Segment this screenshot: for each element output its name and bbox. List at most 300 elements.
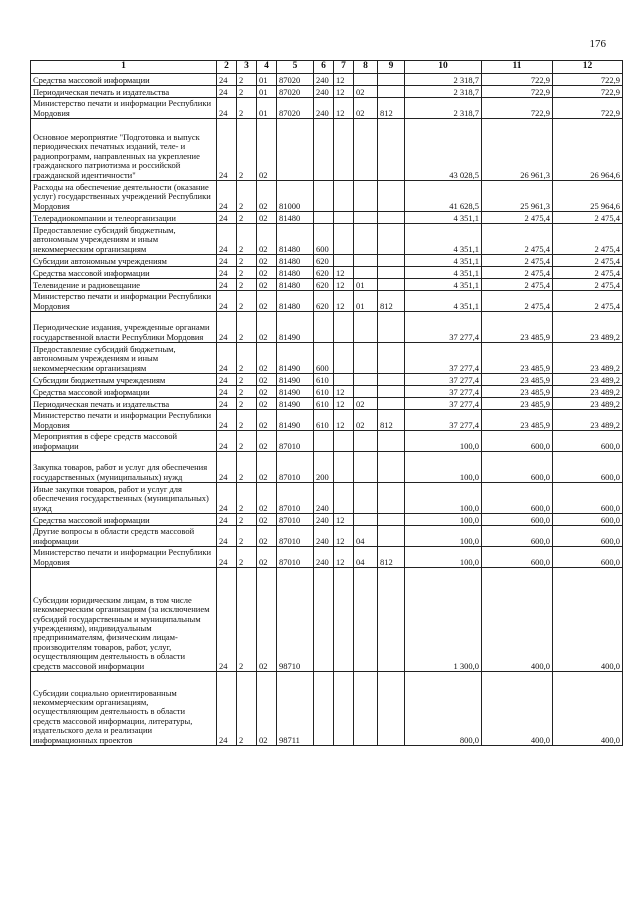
amount-cell: 23 489,2: [553, 374, 623, 386]
table-row: [31, 526, 623, 547]
code-cell: 02: [257, 181, 277, 212]
amount-cell: 23 485,9: [482, 398, 553, 410]
code-cell: 02: [354, 86, 378, 98]
amount-cell: 37 277,4: [405, 312, 482, 343]
amount-cell: 26 964,6: [553, 119, 623, 181]
code-cell: 610: [314, 398, 334, 410]
code-cell: 610: [314, 410, 334, 431]
amount-cell: 4 351,1: [405, 224, 482, 255]
amount-cell: 23 485,9: [482, 386, 553, 398]
amount-cell: 100,0: [405, 483, 482, 514]
code-cell: 2: [237, 291, 257, 312]
code-cell: 87010: [277, 547, 314, 568]
amount-cell: 23 485,9: [482, 312, 553, 343]
row-description: Иные закупки товаров, работ и услуг для обеспечения государственных (муниципальных) нужд: [31, 483, 217, 514]
amount-cell: 2 318,7: [405, 74, 482, 86]
amount-cell: 800,0: [405, 672, 482, 746]
code-cell: 12: [334, 279, 354, 291]
code-cell: 87020: [277, 86, 314, 98]
column-header: 1: [31, 61, 217, 74]
amount-cell: 23 485,9: [482, 343, 553, 374]
code-cell: 2: [237, 547, 257, 568]
amount-cell: 26 961,3: [482, 119, 553, 181]
code-cell: 02: [257, 343, 277, 374]
amount-cell: 23 489,2: [553, 398, 623, 410]
amount-cell: 2 475,4: [482, 212, 553, 224]
code-cell: 02: [257, 514, 277, 526]
code-cell: 02: [354, 410, 378, 431]
code-cell: 98711: [277, 672, 314, 746]
row-description: Периодическая печать и издательства: [31, 86, 217, 98]
code-cell: [354, 672, 378, 746]
code-cell: 81490: [277, 410, 314, 431]
code-cell: 24: [217, 255, 237, 267]
code-cell: 24: [217, 452, 237, 483]
code-cell: 87010: [277, 483, 314, 514]
code-cell: 2: [237, 410, 257, 431]
code-cell: 02: [257, 526, 277, 547]
code-cell: 24: [217, 514, 237, 526]
code-cell: 24: [217, 224, 237, 255]
code-cell: [378, 212, 405, 224]
code-cell: 240: [314, 483, 334, 514]
code-cell: 2: [237, 181, 257, 212]
code-cell: 24: [217, 386, 237, 398]
row-description: Субсидии бюджетным учреждениям: [31, 374, 217, 386]
code-cell: 2: [237, 483, 257, 514]
code-cell: 81480: [277, 291, 314, 312]
row-description: Министерство печати и информации Республики Мордовия: [31, 98, 217, 119]
row-description: Средства массовой информации: [31, 386, 217, 398]
code-cell: 12: [334, 514, 354, 526]
code-cell: 24: [217, 86, 237, 98]
code-cell: 81480: [277, 212, 314, 224]
amount-cell: 23 489,2: [553, 312, 623, 343]
code-cell: [314, 431, 334, 452]
code-cell: 01: [257, 86, 277, 98]
table-row: [31, 181, 623, 212]
code-cell: 02: [257, 386, 277, 398]
table-row: [31, 119, 623, 181]
code-cell: [334, 483, 354, 514]
amount-cell: 400,0: [553, 672, 623, 746]
code-cell: 24: [217, 267, 237, 279]
row-description: Основное мероприятие "Подготовка и выпуск периодических печатных изданий, теле- и радиопрограмм, направленных на укрепление гражданского патриотизма и российской гражданской идентичности": [31, 119, 217, 181]
code-cell: 620: [314, 279, 334, 291]
code-cell: 02: [257, 672, 277, 746]
code-cell: 12: [334, 74, 354, 86]
code-cell: [354, 212, 378, 224]
code-cell: 02: [257, 431, 277, 452]
code-cell: 02: [257, 452, 277, 483]
code-cell: 24: [217, 343, 237, 374]
code-cell: 24: [217, 291, 237, 312]
amount-cell: 600,0: [553, 483, 623, 514]
code-cell: 01: [354, 291, 378, 312]
code-cell: [378, 86, 405, 98]
table-row: [31, 212, 623, 224]
code-cell: 2: [237, 374, 257, 386]
code-cell: [334, 119, 354, 181]
amount-cell: 4 351,1: [405, 212, 482, 224]
amount-cell: 2 475,4: [553, 224, 623, 255]
table-row: [31, 86, 623, 98]
code-cell: 81490: [277, 398, 314, 410]
code-cell: [354, 343, 378, 374]
column-header: 10: [405, 61, 482, 74]
code-cell: 87020: [277, 98, 314, 119]
code-cell: 2: [237, 224, 257, 255]
code-cell: [314, 568, 334, 672]
column-header: 4: [257, 61, 277, 74]
code-cell: 87020: [277, 74, 314, 86]
code-cell: 600: [314, 224, 334, 255]
code-cell: 2: [237, 343, 257, 374]
amount-cell: 23 485,9: [482, 410, 553, 431]
code-cell: 12: [334, 526, 354, 547]
amount-cell: 37 277,4: [405, 374, 482, 386]
row-description: Субсидии социально ориентированным некоммерческим организациям, осуществляющим деятельность в области средств массовой информации, литературы, издательского дела и реализации информационных проектов: [31, 672, 217, 746]
amount-cell: 400,0: [482, 672, 553, 746]
row-description: Телерадиокомпании и телеорганизации: [31, 212, 217, 224]
row-description: Субсидии автономным учреждениям: [31, 255, 217, 267]
code-cell: [378, 181, 405, 212]
amount-cell: 722,9: [482, 98, 553, 119]
code-cell: 200: [314, 452, 334, 483]
table-body: [31, 74, 623, 746]
table-header-row: [31, 61, 623, 74]
code-cell: 24: [217, 98, 237, 119]
code-cell: 812: [378, 547, 405, 568]
code-cell: [334, 212, 354, 224]
row-description: Предоставление субсидий бюджетным, автономным учреждениям и иным некоммерческим организациям: [31, 224, 217, 255]
code-cell: 24: [217, 119, 237, 181]
code-cell: 812: [378, 291, 405, 312]
code-cell: 240: [314, 74, 334, 86]
amount-cell: 100,0: [405, 431, 482, 452]
code-cell: 12: [334, 98, 354, 119]
code-cell: 02: [257, 410, 277, 431]
code-cell: 2: [237, 119, 257, 181]
amount-cell: 1 300,0: [405, 568, 482, 672]
column-header: 9: [378, 61, 405, 74]
amount-cell: 600,0: [553, 526, 623, 547]
table-row: [31, 547, 623, 568]
amount-cell: 100,0: [405, 526, 482, 547]
code-cell: 04: [354, 526, 378, 547]
amount-cell: 722,9: [553, 98, 623, 119]
table-row: [31, 672, 623, 746]
amount-cell: 25 961,3: [482, 181, 553, 212]
code-cell: 24: [217, 547, 237, 568]
code-cell: [277, 119, 314, 181]
amount-cell: 2 475,4: [482, 267, 553, 279]
column-header: 7: [334, 61, 354, 74]
code-cell: 2: [237, 279, 257, 291]
amount-cell: 600,0: [553, 547, 623, 568]
code-cell: 610: [314, 374, 334, 386]
code-cell: 81490: [277, 343, 314, 374]
code-cell: [314, 672, 334, 746]
code-cell: 02: [257, 279, 277, 291]
code-cell: 81490: [277, 374, 314, 386]
amount-cell: 100,0: [405, 547, 482, 568]
code-cell: [378, 343, 405, 374]
code-cell: 240: [314, 526, 334, 547]
amount-cell: 600,0: [482, 547, 553, 568]
code-cell: [314, 212, 334, 224]
code-cell: 02: [257, 398, 277, 410]
amount-cell: 4 351,1: [405, 255, 482, 267]
column-header: 3: [237, 61, 257, 74]
code-cell: 81480: [277, 255, 314, 267]
amount-cell: 600,0: [482, 431, 553, 452]
code-cell: 81480: [277, 267, 314, 279]
table-row: [31, 224, 623, 255]
code-cell: [354, 74, 378, 86]
amount-cell: 722,9: [553, 86, 623, 98]
table-row: [31, 74, 623, 86]
code-cell: 81490: [277, 386, 314, 398]
amount-cell: 2 318,7: [405, 98, 482, 119]
code-cell: 02: [257, 568, 277, 672]
code-cell: [378, 119, 405, 181]
amount-cell: 37 277,4: [405, 410, 482, 431]
row-description: Средства массовой информации: [31, 267, 217, 279]
code-cell: 240: [314, 98, 334, 119]
code-cell: 01: [354, 279, 378, 291]
code-cell: 02: [257, 119, 277, 181]
code-cell: 240: [314, 86, 334, 98]
code-cell: 24: [217, 526, 237, 547]
code-cell: 81490: [277, 312, 314, 343]
code-cell: 01: [257, 74, 277, 86]
code-cell: 2: [237, 86, 257, 98]
table-row: [31, 98, 623, 119]
amount-cell: 722,9: [482, 74, 553, 86]
code-cell: 02: [257, 374, 277, 386]
code-cell: [334, 343, 354, 374]
code-cell: 02: [257, 483, 277, 514]
code-cell: [378, 255, 405, 267]
amount-cell: 600,0: [482, 483, 553, 514]
code-cell: 2: [237, 98, 257, 119]
table-row: [31, 312, 623, 343]
code-cell: 87010: [277, 514, 314, 526]
code-cell: [378, 672, 405, 746]
code-cell: 98710: [277, 568, 314, 672]
amount-cell: 600,0: [482, 514, 553, 526]
column-header: 11: [482, 61, 553, 74]
amount-cell: 4 351,1: [405, 291, 482, 312]
amount-cell: 100,0: [405, 514, 482, 526]
code-cell: 02: [257, 312, 277, 343]
code-cell: 2: [237, 212, 257, 224]
code-cell: [314, 181, 334, 212]
code-cell: 02: [257, 255, 277, 267]
amount-cell: 37 277,4: [405, 398, 482, 410]
row-description: Другие вопросы в области средств массовой информации: [31, 526, 217, 547]
column-header: 6: [314, 61, 334, 74]
code-cell: [354, 312, 378, 343]
code-cell: 24: [217, 431, 237, 452]
row-description: Министерство печати и информации Республики Мордовия: [31, 547, 217, 568]
amount-cell: 600,0: [482, 452, 553, 483]
code-cell: [334, 672, 354, 746]
amount-cell: 2 475,4: [553, 212, 623, 224]
code-cell: [378, 483, 405, 514]
code-cell: 2: [237, 312, 257, 343]
code-cell: [334, 312, 354, 343]
table-row: [31, 374, 623, 386]
budget-table: [30, 60, 623, 746]
code-cell: [334, 255, 354, 267]
amount-cell: 600,0: [553, 452, 623, 483]
code-cell: [378, 514, 405, 526]
amount-cell: 2 318,7: [405, 86, 482, 98]
code-cell: 2: [237, 386, 257, 398]
table-row: [31, 452, 623, 483]
amount-cell: 4 351,1: [405, 279, 482, 291]
amount-cell: 2 475,4: [553, 279, 623, 291]
amount-cell: 600,0: [553, 431, 623, 452]
code-cell: [334, 568, 354, 672]
code-cell: [334, 374, 354, 386]
amount-cell: 2 475,4: [482, 291, 553, 312]
code-cell: 12: [334, 86, 354, 98]
table-row: [31, 483, 623, 514]
amount-cell: 600,0: [482, 526, 553, 547]
row-description: Мероприятия в сфере средств массовой информации: [31, 431, 217, 452]
column-header: 12: [553, 61, 623, 74]
code-cell: 12: [334, 410, 354, 431]
amount-cell: 400,0: [482, 568, 553, 672]
table-row: [31, 267, 623, 279]
code-cell: 2: [237, 74, 257, 86]
table-row: [31, 514, 623, 526]
code-cell: 2: [237, 514, 257, 526]
code-cell: [354, 224, 378, 255]
table-row: [31, 343, 623, 374]
code-cell: 12: [334, 267, 354, 279]
code-cell: 02: [257, 267, 277, 279]
code-cell: [354, 255, 378, 267]
code-cell: [378, 568, 405, 672]
amount-cell: 23 485,9: [482, 374, 553, 386]
code-cell: 24: [217, 483, 237, 514]
row-description: Периодические издания, учрежденные органами государственной власти Республики Мордовия: [31, 312, 217, 343]
code-cell: 812: [378, 98, 405, 119]
row-description: Закупка товаров, работ и услуг для обеспечения государственных (муниципальных) нужд: [31, 452, 217, 483]
amount-cell: 400,0: [553, 568, 623, 672]
amount-cell: 37 277,4: [405, 386, 482, 398]
code-cell: [354, 386, 378, 398]
code-cell: [354, 431, 378, 452]
code-cell: 2: [237, 568, 257, 672]
code-cell: [354, 119, 378, 181]
amount-cell: 23 489,2: [553, 343, 623, 374]
table-row: [31, 410, 623, 431]
amount-cell: 25 964,6: [553, 181, 623, 212]
page-number: 176: [589, 38, 606, 50]
code-cell: [354, 568, 378, 672]
code-cell: 24: [217, 74, 237, 86]
row-description: Телевидение и радиовещание: [31, 279, 217, 291]
code-cell: [334, 452, 354, 483]
code-cell: [378, 526, 405, 547]
amount-cell: 722,9: [482, 86, 553, 98]
amount-cell: 23 489,2: [553, 386, 623, 398]
table-row: [31, 398, 623, 410]
amount-cell: 2 475,4: [482, 279, 553, 291]
amount-cell: 43 028,5: [405, 119, 482, 181]
amount-cell: 23 489,2: [553, 410, 623, 431]
table-row: [31, 291, 623, 312]
code-cell: 87010: [277, 526, 314, 547]
code-cell: 2: [237, 526, 257, 547]
code-cell: [334, 431, 354, 452]
amount-cell: 600,0: [553, 514, 623, 526]
code-cell: 02: [257, 224, 277, 255]
code-cell: 24: [217, 279, 237, 291]
code-cell: 24: [217, 374, 237, 386]
row-description: Периодическая печать и издательства: [31, 398, 217, 410]
code-cell: 240: [314, 514, 334, 526]
code-cell: 24: [217, 568, 237, 672]
column-header: 5: [277, 61, 314, 74]
code-cell: 24: [217, 181, 237, 212]
code-cell: [354, 514, 378, 526]
code-cell: 2: [237, 431, 257, 452]
code-cell: 600: [314, 343, 334, 374]
code-cell: 81000: [277, 181, 314, 212]
code-cell: 2: [237, 672, 257, 746]
code-cell: 12: [334, 291, 354, 312]
amount-cell: 41 628,5: [405, 181, 482, 212]
code-cell: [378, 431, 405, 452]
code-cell: 2: [237, 255, 257, 267]
code-cell: [334, 224, 354, 255]
row-description: Средства массовой информации: [31, 74, 217, 86]
code-cell: [354, 267, 378, 279]
code-cell: 24: [217, 212, 237, 224]
code-cell: [354, 483, 378, 514]
amount-cell: 2 475,4: [482, 224, 553, 255]
table-row: [31, 568, 623, 672]
code-cell: 01: [257, 98, 277, 119]
code-cell: 2: [237, 452, 257, 483]
code-cell: 12: [334, 547, 354, 568]
code-cell: 24: [217, 398, 237, 410]
code-cell: [334, 181, 354, 212]
code-cell: [378, 267, 405, 279]
row-description: Предоставление субсидий бюджетным, автономным учреждениям и иным некоммерческим организациям: [31, 343, 217, 374]
amount-cell: 4 351,1: [405, 267, 482, 279]
amount-cell: 2 475,4: [553, 267, 623, 279]
table-row: [31, 255, 623, 267]
code-cell: [378, 74, 405, 86]
code-cell: 24: [217, 672, 237, 746]
amount-cell: 722,9: [553, 74, 623, 86]
amount-cell: 100,0: [405, 452, 482, 483]
code-cell: 81480: [277, 224, 314, 255]
amount-cell: 2 475,4: [553, 291, 623, 312]
code-cell: 24: [217, 312, 237, 343]
table-row: [31, 279, 623, 291]
code-cell: 02: [354, 398, 378, 410]
code-cell: 620: [314, 255, 334, 267]
code-cell: [354, 374, 378, 386]
